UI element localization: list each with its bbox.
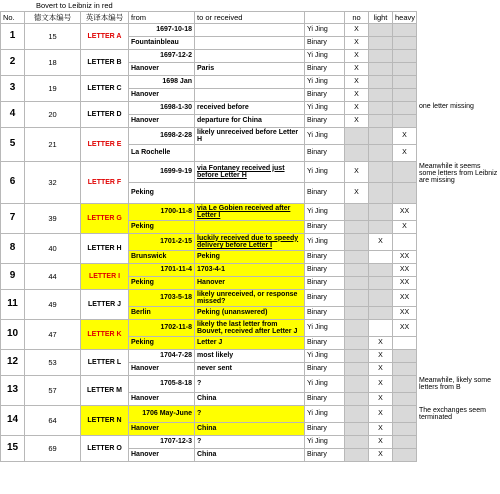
to-cell[interactable]: received before: [195, 102, 305, 115]
to-cell[interactable]: [195, 89, 305, 102]
light-influence-cell[interactable]: X: [369, 406, 393, 423]
header-row: [1, 12, 500, 24]
letter-id-cell[interactable]: LETTER E: [81, 128, 129, 162]
no-influence-cell[interactable]: [345, 363, 369, 376]
note-cell: [417, 24, 500, 50]
to-cell[interactable]: Paris: [195, 63, 305, 76]
no-influence-cell[interactable]: [345, 221, 369, 234]
medium-cell[interactable]: Binary: [305, 423, 345, 436]
from-cell[interactable]: Fountainbleau: [129, 37, 195, 50]
german-letter-number-cell[interactable]: 40: [25, 234, 81, 264]
medium-cell[interactable]: Binary: [305, 363, 345, 376]
german-letter-number-cell[interactable]: 18: [25, 50, 81, 76]
light-influence-cell[interactable]: [369, 277, 393, 290]
german-letter-number-cell[interactable]: 15: [25, 24, 81, 50]
to-cell[interactable]: [195, 221, 305, 234]
letter-id-cell[interactable]: LETTER I: [81, 264, 129, 290]
from-cell[interactable]: 1701-11-4: [129, 264, 195, 277]
row-number-cell[interactable]: 4: [1, 102, 25, 128]
heavy-influence-cell[interactable]: [393, 449, 417, 462]
light-influence-cell[interactable]: X: [369, 449, 393, 462]
row-number-cell[interactable]: 6: [1, 162, 25, 204]
heavy-influence-cell[interactable]: XX: [393, 204, 417, 221]
letter-id-cell[interactable]: LETTER N: [81, 406, 129, 436]
medium-cell[interactable]: Yi Jing: [305, 320, 345, 337]
german-letter-number-cell[interactable]: 49: [25, 290, 81, 320]
col-header-no-influence[interactable]: no: [345, 12, 369, 24]
light-influence-cell[interactable]: [369, 162, 393, 183]
heavy-influence-cell[interactable]: XX: [393, 251, 417, 264]
to-cell[interactable]: [195, 24, 305, 37]
letter-id-cell[interactable]: LETTER F: [81, 162, 129, 204]
heavy-influence-cell[interactable]: [393, 50, 417, 63]
letter-id-cell[interactable]: LETTER A: [81, 24, 129, 50]
german-letter-number-cell[interactable]: 64: [25, 406, 81, 436]
medium-cell[interactable]: Yi Jing: [305, 234, 345, 251]
note-cell: Meanwhile it seems some letters from Leibniz are missing: [417, 162, 500, 234]
medium-cell[interactable]: Binary: [305, 37, 345, 50]
light-influence-cell[interactable]: [369, 128, 393, 145]
col-header-no[interactable]: No.: [1, 12, 25, 24]
to-cell[interactable]: never sent: [195, 363, 305, 376]
to-cell[interactable]: China: [195, 393, 305, 406]
no-influence-cell[interactable]: X: [345, 115, 369, 128]
german-letter-number-cell[interactable]: 32: [25, 162, 81, 204]
heavy-influence-cell[interactable]: X: [393, 128, 417, 145]
no-influence-cell[interactable]: [345, 234, 369, 251]
light-influence-cell[interactable]: X: [369, 234, 393, 251]
medium-cell[interactable]: Yi Jing: [305, 350, 345, 363]
light-influence-cell[interactable]: [369, 76, 393, 89]
caption-row: [0, 0, 500, 11]
letter-id-cell[interactable]: LETTER M: [81, 376, 129, 406]
medium-cell[interactable]: Binary: [305, 145, 345, 162]
medium-cell[interactable]: Binary: [305, 264, 345, 277]
letter-id-cell[interactable]: LETTER L: [81, 350, 129, 376]
table-row: [1, 320, 500, 337]
medium-cell[interactable]: Binary: [305, 251, 345, 264]
row-number-cell[interactable]: 15: [1, 436, 25, 462]
table-row: [1, 290, 500, 307]
no-influence-cell[interactable]: [345, 350, 369, 363]
note-cell: [417, 264, 500, 290]
note-cell: The exchanges seem terminated: [417, 406, 500, 436]
from-cell[interactable]: Peking: [129, 221, 195, 234]
light-influence-cell[interactable]: [369, 221, 393, 234]
german-letter-number-cell[interactable]: 69: [25, 436, 81, 462]
light-influence-cell[interactable]: [369, 264, 393, 277]
no-influence-cell[interactable]: [345, 320, 369, 337]
table-row: [1, 50, 500, 63]
from-cell[interactable]: Berlin: [129, 307, 195, 320]
no-influence-cell[interactable]: [345, 436, 369, 449]
medium-cell[interactable]: Binary: [305, 63, 345, 76]
no-influence-cell[interactable]: [345, 145, 369, 162]
heavy-influence-cell[interactable]: [393, 89, 417, 102]
to-cell[interactable]: likely unreceived, or response missed?: [195, 290, 305, 307]
from-cell[interactable]: 1698-1-30: [129, 102, 195, 115]
note-cell: [417, 76, 500, 102]
note-cell: [417, 50, 500, 76]
medium-cell[interactable]: Yi Jing: [305, 50, 345, 63]
letter-id-cell[interactable]: LETTER G: [81, 204, 129, 234]
heavy-influence-cell[interactable]: [393, 376, 417, 393]
light-influence-cell[interactable]: [369, 115, 393, 128]
from-cell[interactable]: 1707-12-3: [129, 436, 195, 449]
col-header-en-letter[interactable]: 英译本编号: [81, 12, 129, 24]
no-influence-cell[interactable]: [345, 251, 369, 264]
table-row: [1, 102, 500, 115]
light-influence-cell[interactable]: X: [369, 393, 393, 406]
medium-cell[interactable]: Yi Jing: [305, 76, 345, 89]
medium-cell[interactable]: Yi Jing: [305, 406, 345, 423]
light-influence-cell[interactable]: X: [369, 436, 393, 449]
no-influence-cell[interactable]: [345, 264, 369, 277]
col-header-to[interactable]: to or received: [195, 12, 305, 24]
medium-cell[interactable]: Binary: [305, 449, 345, 462]
medium-cell[interactable]: Yi Jing: [305, 436, 345, 449]
no-influence-cell[interactable]: [345, 376, 369, 393]
from-cell[interactable]: Hanover: [129, 423, 195, 436]
medium-cell[interactable]: Binary: [305, 290, 345, 307]
to-cell[interactable]: [195, 76, 305, 89]
notes-header: [417, 12, 500, 24]
medium-cell[interactable]: Binary: [305, 277, 345, 290]
from-cell[interactable]: Hanover: [129, 115, 195, 128]
no-influence-cell[interactable]: [345, 204, 369, 221]
light-influence-cell[interactable]: [369, 290, 393, 307]
table-body: [1, 24, 500, 462]
medium-cell[interactable]: Yi Jing: [305, 128, 345, 145]
medium-cell[interactable]: Binary: [305, 115, 345, 128]
from-cell[interactable]: 1697-12-2: [129, 50, 195, 63]
from-cell[interactable]: 1699-9-19: [129, 162, 195, 183]
heavy-influence-cell[interactable]: [393, 24, 417, 37]
light-influence-cell[interactable]: [369, 89, 393, 102]
from-cell[interactable]: 1702-11-8: [129, 320, 195, 337]
from-cell[interactable]: 1703-5-18: [129, 290, 195, 307]
to-cell[interactable]: likely the last letter from Bouvet, received after Letter J: [195, 320, 305, 337]
note-cell: one letter missing: [417, 102, 500, 128]
light-influence-cell[interactable]: [369, 63, 393, 76]
from-cell[interactable]: 1706 May-June: [129, 406, 195, 423]
to-cell[interactable]: [195, 183, 305, 204]
medium-cell[interactable]: Binary: [305, 307, 345, 320]
heavy-influence-cell[interactable]: [393, 337, 417, 350]
note-cell: [417, 350, 500, 376]
light-influence-cell[interactable]: [369, 37, 393, 50]
to-cell[interactable]: 1703-4-1: [195, 264, 305, 277]
german-letter-number-cell[interactable]: 21: [25, 128, 81, 162]
medium-cell[interactable]: Binary: [305, 393, 345, 406]
no-influence-cell[interactable]: X: [345, 50, 369, 63]
no-influence-cell[interactable]: X: [345, 102, 369, 115]
medium-cell[interactable]: Yi Jing: [305, 24, 345, 37]
note-cell: [417, 320, 500, 350]
no-influence-cell[interactable]: [345, 290, 369, 307]
heavy-influence-cell[interactable]: XX: [393, 290, 417, 307]
letter-id-cell[interactable]: LETTER K: [81, 320, 129, 350]
row-number-cell[interactable]: 10: [1, 320, 25, 350]
from-cell[interactable]: Hanover: [129, 449, 195, 462]
from-cell[interactable]: Brunswick: [129, 251, 195, 264]
table-row: [1, 162, 500, 183]
light-influence-cell[interactable]: [369, 24, 393, 37]
from-cell[interactable]: Peking: [129, 337, 195, 350]
row-number-cell[interactable]: 8: [1, 234, 25, 264]
german-letter-number-cell[interactable]: 19: [25, 76, 81, 102]
no-influence-cell[interactable]: [345, 128, 369, 145]
table-row: [1, 24, 500, 37]
heavy-influence-cell[interactable]: [393, 423, 417, 436]
to-cell[interactable]: China: [195, 423, 305, 436]
from-cell[interactable]: La Rochelle: [129, 145, 195, 162]
light-influence-cell[interactable]: X: [369, 350, 393, 363]
medium-cell[interactable]: Yi Jing: [305, 102, 345, 115]
no-influence-cell[interactable]: X: [345, 183, 369, 204]
light-influence-cell[interactable]: [369, 251, 393, 264]
from-cell[interactable]: 1701-2-15: [129, 234, 195, 251]
to-cell[interactable]: [195, 145, 305, 162]
german-letter-number-cell[interactable]: 53: [25, 350, 81, 376]
to-cell[interactable]: Hanover: [195, 277, 305, 290]
from-cell[interactable]: 1704-7-28: [129, 350, 195, 363]
german-letter-number-cell[interactable]: 39: [25, 204, 81, 234]
row-number-cell[interactable]: 5: [1, 128, 25, 162]
heavy-influence-cell[interactable]: X: [393, 221, 417, 234]
from-cell[interactable]: Hanover: [129, 63, 195, 76]
table-row: [1, 436, 500, 449]
light-influence-cell[interactable]: X: [369, 423, 393, 436]
heavy-influence-cell[interactable]: [393, 406, 417, 423]
row-number-cell[interactable]: 13: [1, 376, 25, 406]
light-influence-cell[interactable]: [369, 307, 393, 320]
to-cell[interactable]: luckily received due to speedy delivery before Letter I: [195, 234, 305, 251]
german-letter-number-cell[interactable]: 20: [25, 102, 81, 128]
heavy-influence-cell[interactable]: [393, 162, 417, 183]
from-cell[interactable]: 1700-11-8: [129, 204, 195, 221]
row-number-cell[interactable]: 12: [1, 350, 25, 376]
col-header-heavy[interactable]: heavy: [393, 12, 417, 24]
top-caption: Bovert to Leibniz in red: [36, 1, 113, 10]
from-cell[interactable]: Peking: [129, 183, 195, 204]
light-influence-cell[interactable]: X: [369, 363, 393, 376]
to-cell[interactable]: ?: [195, 436, 305, 449]
table-row: [1, 406, 500, 423]
row-number-cell[interactable]: 1: [1, 24, 25, 50]
german-letter-number-cell[interactable]: 44: [25, 264, 81, 290]
to-cell[interactable]: likely unreceived before Letter H: [195, 128, 305, 145]
from-cell[interactable]: Hanover: [129, 89, 195, 102]
heavy-influence-cell[interactable]: XX: [393, 264, 417, 277]
heavy-influence-cell[interactable]: XX: [393, 307, 417, 320]
col-header-light[interactable]: light: [369, 12, 393, 24]
no-influence-cell[interactable]: [345, 423, 369, 436]
to-cell[interactable]: China: [195, 449, 305, 462]
heavy-influence-cell[interactable]: [393, 115, 417, 128]
heavy-influence-cell[interactable]: [393, 183, 417, 204]
to-cell[interactable]: ?: [195, 406, 305, 423]
table-row: [1, 264, 500, 277]
col-header-cn-letter[interactable]: 德文本编号: [25, 12, 81, 24]
medium-cell[interactable]: Yi Jing: [305, 376, 345, 393]
letter-id-cell[interactable]: LETTER C: [81, 76, 129, 102]
from-cell[interactable]: Hanover: [129, 363, 195, 376]
to-cell[interactable]: via Fontaney received just before Letter H: [195, 162, 305, 183]
to-cell[interactable]: departure for China: [195, 115, 305, 128]
col-header-from[interactable]: from: [129, 12, 195, 24]
no-influence-cell[interactable]: X: [345, 89, 369, 102]
no-influence-cell[interactable]: X: [345, 24, 369, 37]
heavy-influence-cell[interactable]: [393, 436, 417, 449]
no-influence-cell[interactable]: X: [345, 162, 369, 183]
medium-cell[interactable]: Binary: [305, 89, 345, 102]
to-cell[interactable]: Letter J: [195, 337, 305, 350]
from-cell[interactable]: 1697-10-18: [129, 24, 195, 37]
no-influence-cell[interactable]: X: [345, 76, 369, 89]
row-number-cell[interactable]: 11: [1, 290, 25, 320]
heavy-influence-cell[interactable]: [393, 76, 417, 89]
medium-cell[interactable]: Binary: [305, 221, 345, 234]
no-influence-cell[interactable]: [345, 277, 369, 290]
from-cell[interactable]: Hanover: [129, 393, 195, 406]
table-row: [1, 76, 500, 89]
medium-cell[interactable]: Yi Jing: [305, 204, 345, 221]
table-row: [1, 234, 500, 251]
to-cell[interactable]: via Le Gobien received after Letter I: [195, 204, 305, 221]
row-number-cell[interactable]: 7: [1, 204, 25, 234]
table-row: [1, 376, 500, 393]
heavy-influence-cell[interactable]: [393, 350, 417, 363]
medium-cell[interactable]: Yi Jing: [305, 162, 345, 183]
no-influence-cell[interactable]: X: [345, 37, 369, 50]
no-influence-cell[interactable]: X: [345, 63, 369, 76]
light-influence-cell[interactable]: [369, 204, 393, 221]
light-influence-cell[interactable]: [369, 183, 393, 204]
heavy-influence-cell[interactable]: XX: [393, 277, 417, 290]
german-letter-number-cell[interactable]: 57: [25, 376, 81, 406]
letter-id-cell[interactable]: LETTER H: [81, 234, 129, 264]
heavy-influence-cell[interactable]: XX: [393, 320, 417, 337]
row-number-cell[interactable]: 9: [1, 264, 25, 290]
light-influence-cell[interactable]: [369, 320, 393, 337]
row-number-cell[interactable]: 3: [1, 76, 25, 102]
german-letter-number-cell[interactable]: 47: [25, 320, 81, 350]
table-row: [1, 350, 500, 363]
heavy-influence-cell[interactable]: [393, 363, 417, 376]
light-influence-cell[interactable]: X: [369, 337, 393, 350]
no-influence-cell[interactable]: [345, 406, 369, 423]
light-influence-cell[interactable]: [369, 50, 393, 63]
from-cell[interactable]: Peking: [129, 277, 195, 290]
medium-cell[interactable]: Binary: [305, 183, 345, 204]
row-number-cell[interactable]: 14: [1, 406, 25, 436]
heavy-influence-cell[interactable]: X: [393, 145, 417, 162]
note-cell: Meanwhile, likely some letters from B: [417, 376, 500, 406]
light-influence-cell[interactable]: [369, 102, 393, 115]
to-cell[interactable]: [195, 37, 305, 50]
heavy-influence-cell[interactable]: [393, 234, 417, 251]
row-number-cell[interactable]: 2: [1, 50, 25, 76]
no-influence-cell[interactable]: [345, 393, 369, 406]
from-cell[interactable]: 1698 Jan: [129, 76, 195, 89]
no-influence-cell[interactable]: [345, 337, 369, 350]
heavy-influence-cell[interactable]: [393, 63, 417, 76]
letter-id-cell[interactable]: LETTER B: [81, 50, 129, 76]
heavy-influence-cell[interactable]: [393, 37, 417, 50]
to-cell[interactable]: [195, 50, 305, 63]
col-header-medium[interactable]: [305, 12, 345, 24]
to-cell[interactable]: most likely: [195, 350, 305, 363]
note-cell: [417, 290, 500, 320]
from-cell[interactable]: 1698-2-28: [129, 128, 195, 145]
table-row: [1, 128, 500, 145]
light-influence-cell[interactable]: X: [369, 376, 393, 393]
letters-table: [0, 11, 500, 462]
to-cell[interactable]: Peking (unanswered): [195, 307, 305, 320]
letter-id-cell[interactable]: LETTER J: [81, 290, 129, 320]
heavy-influence-cell[interactable]: [393, 393, 417, 406]
heavy-influence-cell[interactable]: [393, 102, 417, 115]
to-cell[interactable]: Peking: [195, 251, 305, 264]
letter-id-cell[interactable]: LETTER D: [81, 102, 129, 128]
light-influence-cell[interactable]: [369, 145, 393, 162]
letter-id-cell[interactable]: LETTER O: [81, 436, 129, 462]
from-cell[interactable]: 1705-8-18: [129, 376, 195, 393]
no-influence-cell[interactable]: [345, 449, 369, 462]
medium-cell[interactable]: Binary: [305, 337, 345, 350]
no-influence-cell[interactable]: [345, 307, 369, 320]
to-cell[interactable]: ?: [195, 376, 305, 393]
